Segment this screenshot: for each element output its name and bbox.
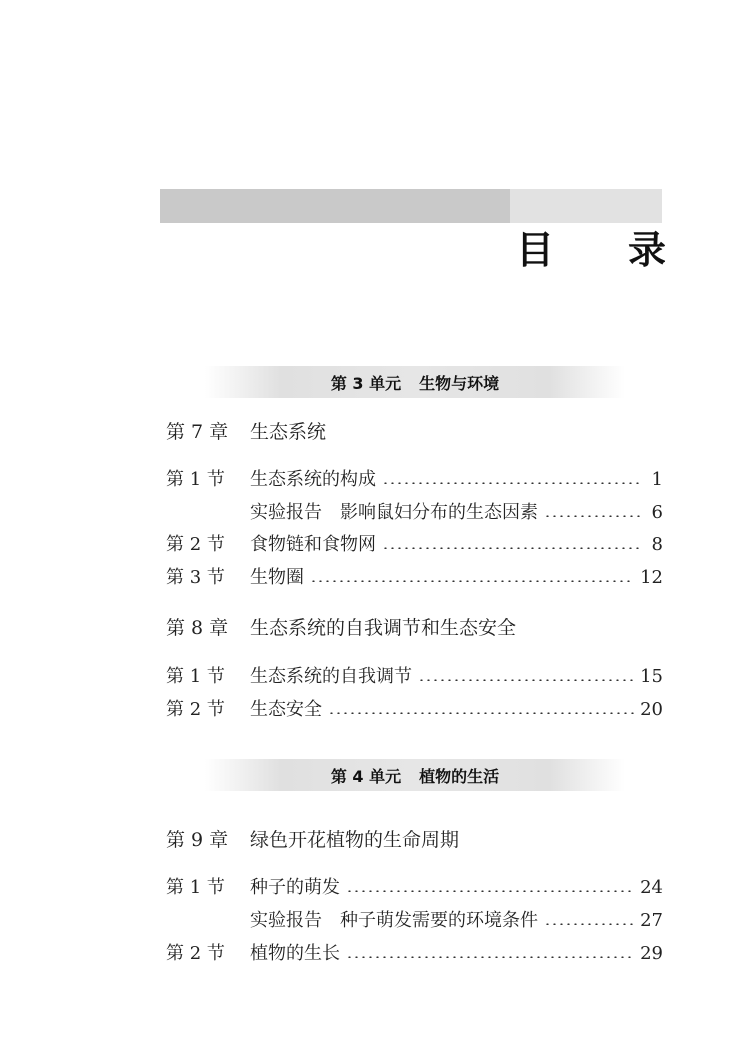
toc-entry[interactable] [166, 664, 663, 690]
dot-leader [328, 712, 634, 714]
section-title: 生物圈 [250, 567, 304, 588]
section-number: 第 1 节 [166, 666, 225, 687]
header-bar-light [510, 189, 662, 223]
page-number: 29 [640, 943, 663, 964]
dot-leader [346, 956, 634, 958]
section-number: 第 1 节 [166, 877, 225, 898]
toc-entry[interactable] [166, 565, 663, 591]
header-bar [160, 189, 662, 223]
page-number: 15 [640, 666, 663, 687]
header-bar-dark [160, 189, 510, 223]
dot-leader [418, 679, 634, 681]
dot-leader [382, 482, 643, 484]
page-number: 24 [640, 877, 663, 898]
section-title: 生态系统的自我调节 [250, 666, 412, 687]
dot-leader [382, 547, 643, 549]
section-title: 食物链和食物网 [250, 534, 376, 555]
section-number: 第 2 节 [166, 943, 225, 964]
toc-entry[interactable] [166, 697, 663, 723]
page-number: 1 [651, 469, 663, 490]
unit-heading [205, 759, 625, 791]
section-title: 种子萌发需要的环境条件 [340, 910, 538, 931]
toc-entry[interactable] [166, 467, 663, 493]
unit-heading [205, 366, 625, 398]
dot-leader [346, 890, 634, 892]
toc-entry[interactable] [166, 532, 663, 558]
toc-entry[interactable] [166, 875, 663, 901]
unit-number: 第 3 单元 [330, 373, 402, 393]
dot-leader [544, 515, 643, 517]
chapter-label: 第 7 章 [166, 421, 229, 443]
toc-entry-report[interactable] [166, 500, 663, 526]
section-title: 影响鼠妇分布的生态因素 [340, 502, 538, 523]
page-title-char-1: 目 [516, 228, 555, 272]
page-number: 20 [640, 699, 663, 720]
chapter-name: 绿色开花植物的生命周期 [250, 829, 460, 851]
report-prefix: 实验报告 [250, 910, 322, 931]
chapter-label: 第 8 章 [166, 617, 229, 639]
section-title: 植物的生长 [250, 943, 340, 964]
section-title: 生态安全 [250, 699, 322, 720]
section-title: 种子的萌发 [250, 877, 340, 898]
toc-entry-report[interactable] [166, 908, 663, 934]
report-prefix: 实验报告 [250, 502, 322, 523]
page-number: 27 [640, 910, 663, 931]
toc-entry[interactable] [166, 941, 663, 967]
page-title-char-2: 录 [627, 228, 666, 272]
section-number: 第 3 节 [166, 567, 225, 588]
chapter-name: 生态系统 [250, 421, 327, 443]
dot-leader [310, 580, 634, 582]
page-title [516, 228, 666, 272]
chapter-label: 第 9 章 [166, 829, 229, 851]
chapter-heading[interactable] [166, 826, 459, 854]
chapter-name: 生态系统的自我调节和生态安全 [250, 617, 517, 639]
chapter-heading[interactable] [166, 418, 326, 446]
chapter-heading[interactable] [166, 614, 516, 642]
unit-name: 植物的生活 [419, 766, 500, 786]
section-title: 生态系统的构成 [250, 469, 376, 490]
unit-number: 第 4 单元 [330, 766, 402, 786]
page-number: 12 [640, 567, 663, 588]
section-number: 第 1 节 [166, 469, 225, 490]
section-number: 第 2 节 [166, 699, 225, 720]
page-number: 8 [651, 534, 663, 555]
dot-leader [544, 923, 634, 925]
page-number: 6 [651, 502, 663, 523]
section-number: 第 2 节 [166, 534, 225, 555]
unit-name: 生物与环境 [419, 373, 500, 393]
